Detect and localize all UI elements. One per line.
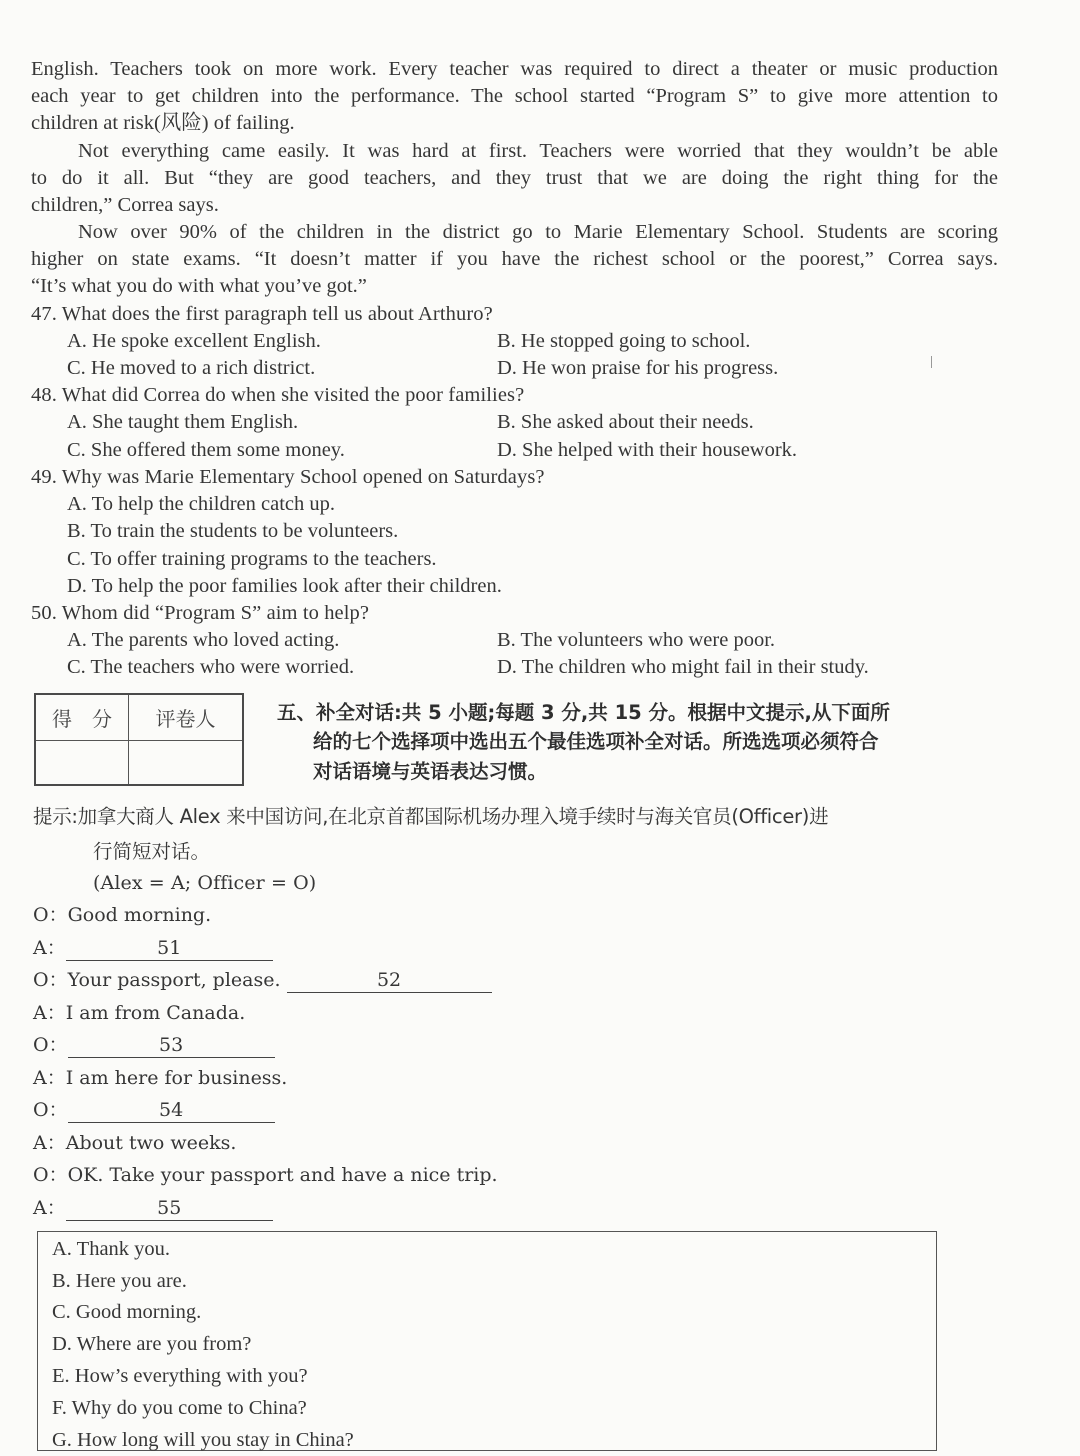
dialogue-line (33, 967, 492, 994)
speaker: O： (33, 969, 68, 991)
speaker: A： (33, 1197, 66, 1219)
passage-line: “It’s what you do with what you’ve got.” (31, 275, 367, 297)
dialogue-line (33, 1032, 275, 1059)
grader-field[interactable] (129, 741, 242, 784)
dialogue-text: I am here for business. (65, 1067, 288, 1089)
score-table (34, 693, 244, 786)
option-b: B. To train the students to be volunteers. (67, 520, 399, 542)
answer-blank-54[interactable]: 54 (68, 1098, 275, 1123)
option-c: C. He moved to a rich district. (67, 357, 316, 379)
choice-c: C. Good morning. (52, 1301, 202, 1323)
dialogue-text: OK. Take your passport and have a nice trip. (67, 1164, 498, 1186)
option-a: A. The parents who loved acting. (67, 629, 340, 651)
question-stem: 47. What does the first paragraph tell us about Arthuro? (31, 303, 493, 325)
speaker: O： (33, 1164, 68, 1186)
score-field[interactable] (36, 741, 129, 784)
option-d: D. The children who might fail in their study. (497, 656, 869, 678)
section-heading-line: 给的七个选择项中选出五个最佳选项补全对话。所选选项必须符合 (313, 730, 879, 753)
dialogue-line (33, 1065, 287, 1092)
answer-blank-51[interactable]: 51 (66, 936, 273, 961)
passage-line: Now over 90% of the children in the district go to Marie Elementary School. Students are scoring (78, 221, 998, 243)
choice-a: A. Thank you. (52, 1238, 171, 1260)
dialogue-line (33, 1097, 275, 1124)
dialogue-line (33, 1162, 498, 1189)
dialogue-line (33, 1130, 236, 1157)
passage-line: English. Teachers took on more work. Every teacher was required to direct a theater or music production (31, 58, 998, 80)
speaker: A： (33, 1132, 66, 1154)
section-heading-line: 五、补全对话:共 5 小题;每题 3 分,共 15 分。根据中文提示,从下面所 (277, 701, 890, 724)
option-b: B. She asked about their needs. (497, 411, 754, 433)
speaker-key: (Alex = A; Officer = O) (93, 872, 317, 894)
passage-line: to do it all. But “they are good teachers, and they trust that we are doing the right thing for the (31, 167, 998, 189)
speaker: A： (33, 1067, 66, 1089)
answer-choices-box (37, 1231, 937, 1451)
choice-f: F. Why do you come to China? (52, 1397, 307, 1419)
hint-line: 提示:加拿大商人 Alex 来中国访问,在北京首都国际机场办理入境手续时与海关官员(Officer)进 (33, 805, 829, 828)
passage-line: Not everything came easily. It was hard at first. Teachers were worried that they wouldn’t be able (78, 140, 998, 162)
answer-blank-53[interactable]: 53 (68, 1033, 275, 1058)
answer-blank-55[interactable]: 55 (66, 1196, 273, 1221)
passage-line: children,” Correa says. (31, 194, 219, 216)
option-d: D. To help the poor families look after their children. (67, 575, 502, 597)
speaker: A： (33, 1002, 66, 1024)
speaker: O： (33, 904, 68, 926)
grader-label: 评卷人 (129, 695, 242, 741)
choice-g: G. How long will you stay in China? (52, 1429, 354, 1451)
option-c: C. The teachers who were worried. (67, 656, 355, 678)
speaker: A： (33, 937, 66, 959)
dialogue-line (33, 902, 211, 929)
passage-line: children at risk(风险) of failing. (31, 112, 295, 134)
choice-b: B. Here you are. (52, 1270, 187, 1292)
option-d: D. She helped with their housework. (497, 439, 798, 461)
option-a: A. To help the children catch up. (67, 493, 336, 515)
speaker: O： (33, 1099, 68, 1121)
dialogue-line (33, 935, 273, 962)
option-c: C. To offer training programs to the teachers. (67, 548, 437, 570)
dialogue-text: About two weeks. (65, 1132, 237, 1154)
scan-mark (931, 356, 932, 368)
choice-d: D. Where are you from? (52, 1333, 252, 1355)
choice-e: E. How’s everything with you? (52, 1365, 308, 1387)
option-c: C. She offered them some money. (67, 439, 345, 461)
option-d: D. He won praise for his progress. (497, 357, 779, 379)
option-a: A. He spoke excellent English. (67, 330, 321, 352)
hint-line: 行简短对话。 (93, 840, 211, 863)
option-b: B. He stopped going to school. (497, 330, 751, 352)
question-stem: 48. What did Correa do when she visited the poor families? (31, 384, 525, 406)
option-a: A. She taught them English. (67, 411, 299, 433)
dialogue-text: Good morning. (67, 904, 212, 926)
section-heading-line: 对话语境与英语表达习惯。 (313, 760, 548, 783)
dialogue-text: I am from Canada. (65, 1002, 246, 1024)
dialogue-line (33, 1000, 245, 1027)
passage-line: each year to get children into the performance. The school started “Program S” to give more attention to (31, 85, 998, 107)
answer-blank-52[interactable]: 52 (287, 968, 492, 993)
question-stem: 49. Why was Marie Elementary School opened on Saturdays? (31, 466, 545, 488)
dialogue-text: Your passport, please. (67, 969, 287, 991)
score-label: 得 分 (36, 695, 129, 741)
question-stem: 50. Whom did “Program S” aim to help? (31, 602, 370, 624)
passage-line: higher on state exams. “It doesn’t matter if you have the richest school or the poorest,” Correa says. (31, 248, 998, 270)
speaker: O： (33, 1034, 68, 1056)
option-b: B. The volunteers who were poor. (497, 629, 776, 651)
dialogue-line (33, 1195, 273, 1222)
